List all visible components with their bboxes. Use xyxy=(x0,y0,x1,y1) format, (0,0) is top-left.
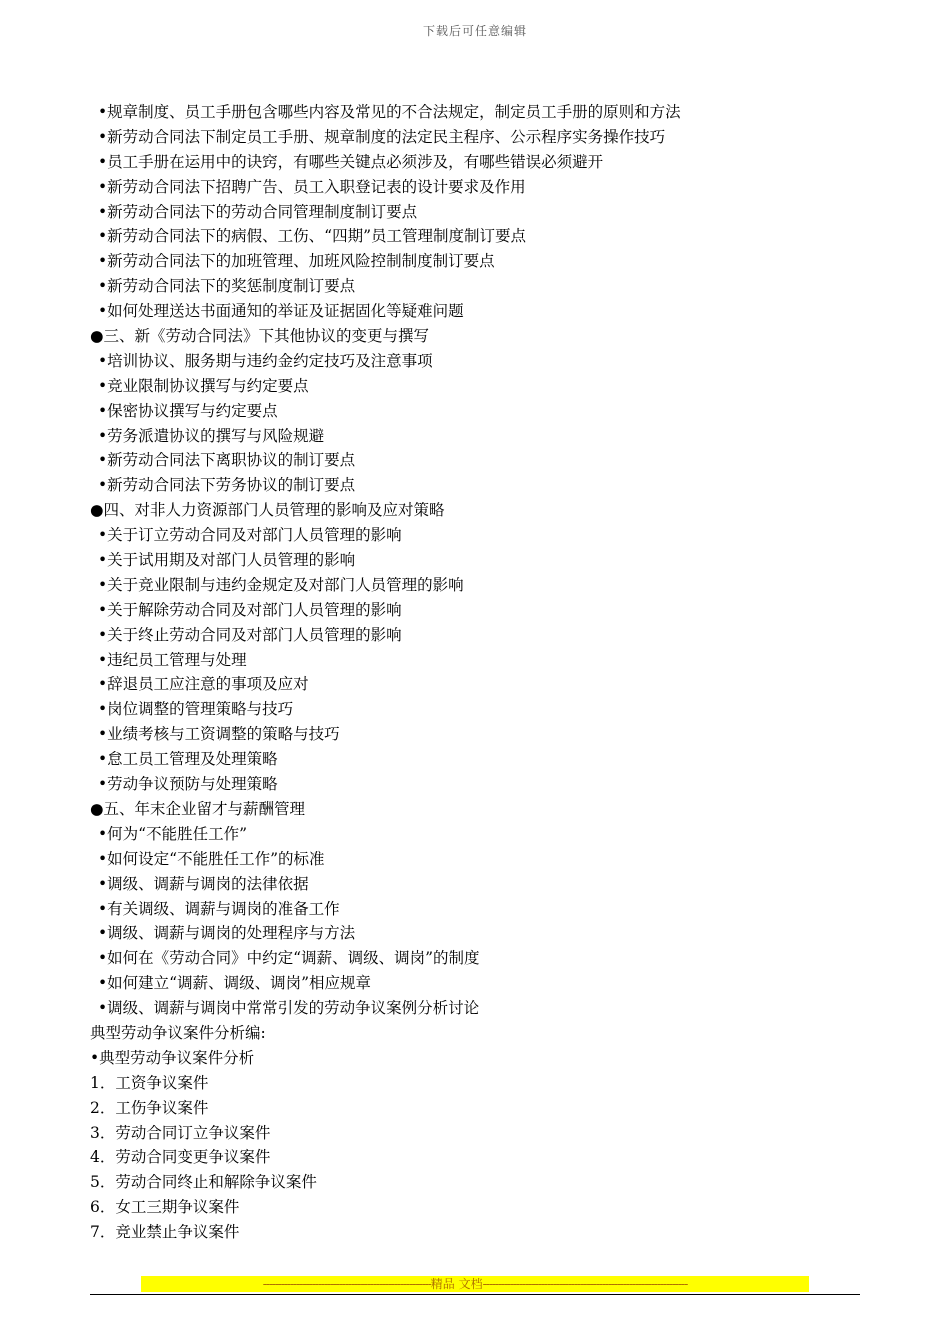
list-item: •怠工员工管理及处理策略 xyxy=(98,750,278,769)
text-line: •典型劳动争议案件分析 xyxy=(90,1048,255,1067)
section-heading: ●五、年末企业留才与薪酬管理 xyxy=(90,799,306,818)
list-item: •关于竞业限制与违约金规定及对部门人员管理的影响 xyxy=(98,575,464,594)
list-item: •何为“不能胜任工作” xyxy=(98,824,247,843)
section-heading: ●四、对非人力资源部门人员管理的影响及应对策略 xyxy=(90,501,445,520)
list-item: •规章制度、员工手册包含哪些内容及常见的不合法规定，制定员工手册的原则和方法 xyxy=(98,103,681,121)
list-item: •新劳动合同法下招聘广告、员工入职登记表的设计要求及作用 xyxy=(98,177,526,196)
list-item: •新劳动合同法下的劳动合同管理制度制订要点 xyxy=(98,202,418,221)
footer-label: 精品 文档 xyxy=(430,1277,483,1291)
footer-dashes-right: ------------------------------------------------------------------- xyxy=(482,1277,688,1291)
list-item: •辞退员工应注意的事项及应对 xyxy=(98,675,309,694)
list-item: •保密协议撰写与约定要点 xyxy=(98,401,278,420)
footer-rule xyxy=(90,1294,860,1295)
list-item: •如何在《劳动合同》中约定“调薪、调级、调岗”的制度 xyxy=(98,949,480,968)
list-item: •调级、调薪与调岗的法律依据 xyxy=(98,874,309,893)
list-item: •岗位调整的管理策略与技巧 xyxy=(98,700,294,719)
list-item: •有关调级、调薪与调岗的准备工作 xyxy=(98,899,340,918)
list-item: •培训协议、服务期与违约金约定技巧及注意事项 xyxy=(98,351,433,370)
list-item: •新劳动合同法下的加班管理、加班风险控制制度制订要点 xyxy=(98,252,495,271)
list-item: •新劳动合同法下离职协议的制订要点 xyxy=(98,451,356,470)
text-line: 1．工资争议案件 xyxy=(90,1073,209,1092)
text-line: 4．劳动合同变更争议案件 xyxy=(90,1148,271,1167)
section-heading: ●三、新《劳动合同法》下其他协议的变更与撰写 xyxy=(90,327,430,346)
list-item: •关于解除劳动合同及对部门人员管理的影响 xyxy=(98,600,402,619)
list-item: •竞业限制协议撰写与约定要点 xyxy=(98,376,309,395)
list-item: •关于试用期及对部门人员管理的影响 xyxy=(98,551,356,570)
list-item: •如何处理送达书面通知的举证及证据固化等疑难问题 xyxy=(98,302,464,321)
text-line: 典型劳动争议案件分析编: xyxy=(90,1023,266,1042)
list-item: •业绩考核与工资调整的策略与技巧 xyxy=(98,725,340,744)
list-item: •劳务派遣协议的撰写与风险规避 xyxy=(98,426,325,445)
text-line: 6．女工三期争议案件 xyxy=(90,1198,240,1217)
text-line: 7．竞业禁止争议案件 xyxy=(90,1223,240,1242)
list-item: •如何设定“不能胜任工作”的标准 xyxy=(98,849,325,868)
list-item: •关于终止劳动合同及对部门人员管理的影响 xyxy=(98,625,402,644)
footer-banner xyxy=(141,1276,809,1292)
document-body xyxy=(90,100,870,1245)
list-item: •违纪员工管理与处理 xyxy=(98,650,247,669)
list-item: •员工手册在运用中的诀窍，有哪些关键点必须涉及，有哪些错误必须避开 xyxy=(98,152,604,171)
list-item: •新劳动合同法下劳务协议的制订要点 xyxy=(98,476,356,495)
page-header: 下载后可任意编辑 xyxy=(422,24,527,38)
list-item: •新劳动合同法下的病假、工伤、“四期”员工管理制度制订要点 xyxy=(98,227,526,246)
list-item: •新劳动合同法下制定员工手册、规章制度的法定民主程序、公示程序实务操作技巧 xyxy=(98,127,666,146)
list-item: •调级、调薪与调岗中常常引发的劳动争议案例分析讨论 xyxy=(98,999,480,1018)
list-item: •新劳动合同法下的奖惩制度制订要点 xyxy=(98,277,356,296)
list-item: •劳动争议预防与处理策略 xyxy=(98,775,278,794)
text-line: 3．劳动合同订立争议案件 xyxy=(90,1123,271,1142)
text-line: 5．劳动合同终止和解除争议案件 xyxy=(90,1173,317,1192)
list-item: •关于订立劳动合同及对部门人员管理的影响 xyxy=(98,526,402,545)
footer-dashes-left: ------------------------------------------------------- xyxy=(262,1277,431,1291)
list-item: •如何建立“调薪、调级、调岗”相应规章 xyxy=(98,974,371,993)
list-item: •调级、调薪与调岗的处理程序与方法 xyxy=(98,924,356,943)
text-line: 2．工伤争议案件 xyxy=(90,1098,209,1117)
